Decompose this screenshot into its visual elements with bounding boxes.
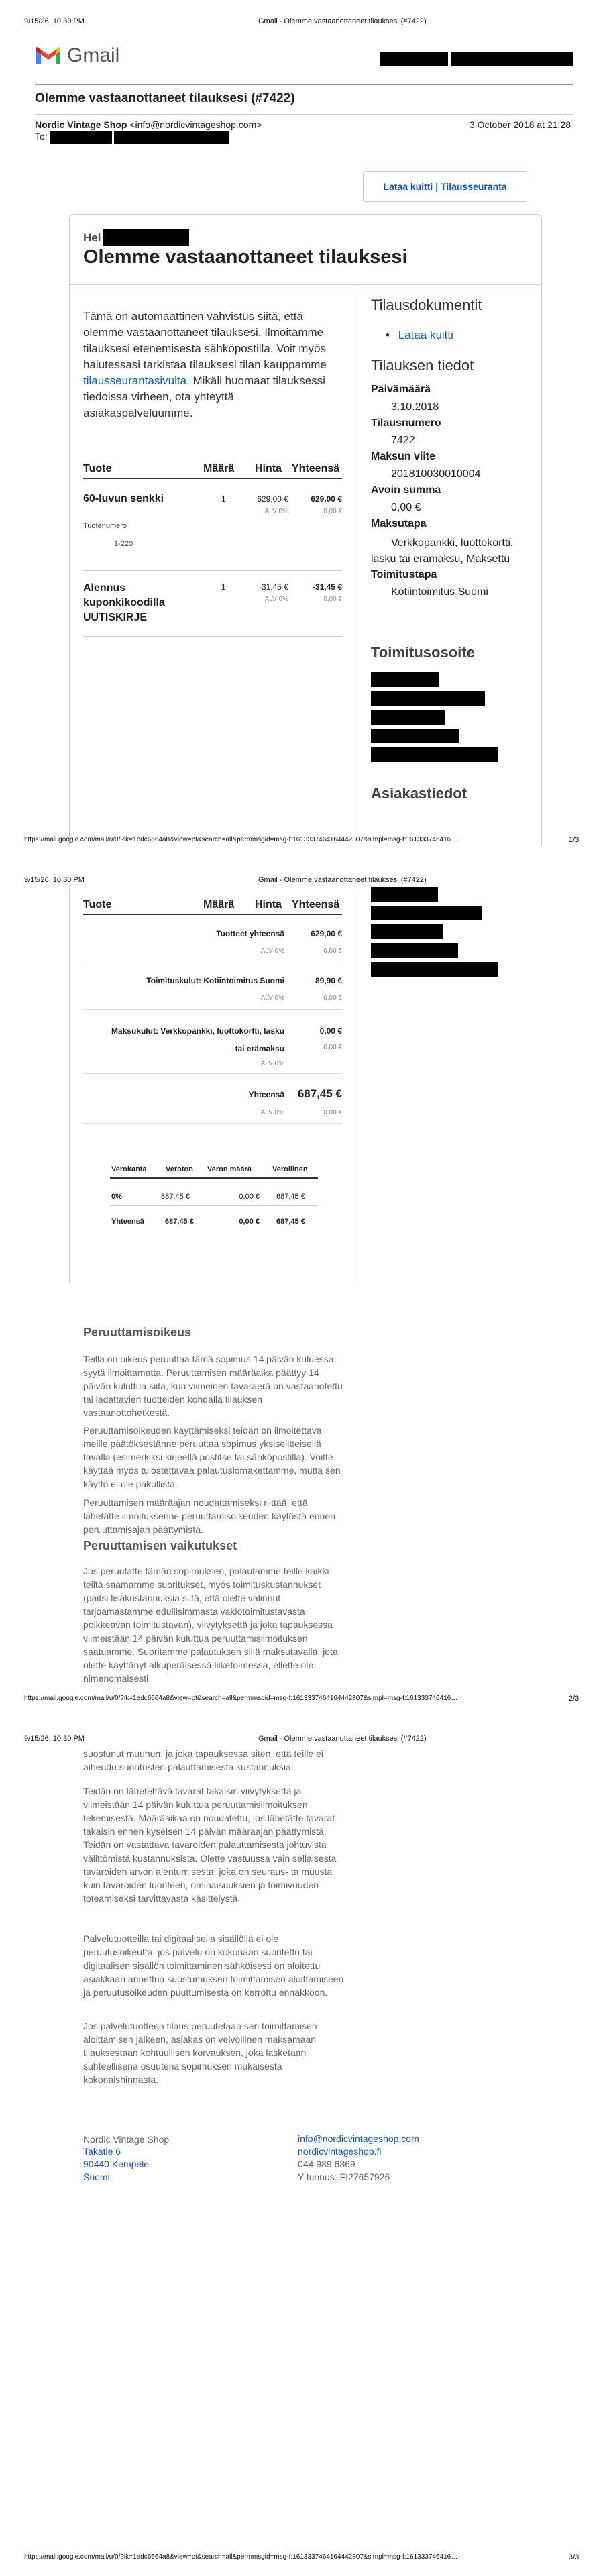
redacted-address-line [371,729,459,743]
field-date-value: 3.10.2018 [391,401,439,413]
col-header-product: Tuote [83,463,112,474]
payment-vat-label: ALV 0% [260,1060,284,1067]
shipping-vat-label: ALV 0% [260,994,284,1002]
redacted-customer-name [103,229,189,246]
field-delivery-value: Kotiintoimitus Suomi [391,586,488,598]
field-ref-label: Maksun viite [371,451,436,462]
field-order-no-label: Tilausnumero [371,417,441,429]
greeting: Hei [83,231,101,244]
redacted-recipient-name [50,131,112,144]
grand-vat-value: 0,00 € [323,1109,342,1116]
intro-text-1: Tämä on automaattinen vahvistus siitä, että olemme vastaanottaneet tilauksesi. Ilmoitamme tilauksesi etenemisestä sähköpostilla. Voit myös halutessasi tarkistaa tilauksesi tilan kauppamme [83,310,327,371]
redacted-billing-line [371,962,498,977]
withdrawal-paragraph: Jos peruutatte tämän sopimuksen, palautamme teille kaikki teiltä saamamme suoritukset, myös toimituskustannukset (paitsi lisäkustannuksia siitä, että olette valinnut tarjoamastamme edullisimmasta vakiotoimitustavasta poikkeavan toimitustavan), viivytyksettä ja joka tapauksessa viimeistään 14 päivän kuluttua peruuttamisilmoituksen saatuamme. Suoritamme palautuksen sillä maksutavalla, jota olette käyttänyt alkuperäisessä liiketoimessa, ellette ole nimenomaisesti [83,1566,338,1684]
bullet-icon: • [386,329,390,341]
col-header-qty: Määrä [203,899,235,910]
col-header-price: Hinta [255,899,282,910]
withdrawal-paragraph: Palvelutuotteilla tai digitaalisella sisällöllä ei ole peruutusoikeutta, jos palvelu on kokonaan suoritettu tai digitaalisen sisällön toimittaminen sähköisesti on aloitettu asiakkaan annettua suostumuksen toimittamisen aloittamiseen ja peruutusoikeuden puuttumisesta on kerrottu ennakkoon. [83,1933,344,1998]
print-url: https://mail.google.com/mail/u/0/?ik=1edc6664a8&view=pt&search=all&permmsgid=msg-f:1613337464164442807&simpl=msg-f:161333746416… [24,2553,458,2561]
print-datetime: 9/15/26, 10:30 PM [24,1735,85,1743]
footer-business-id: Y-tunnus: FI27657926 [298,2171,390,2182]
footer-street-link[interactable]: Takatie 6 [83,2146,121,2157]
withdrawal-paragraph: Teillä on oikeus peruuttaa tämä sopimus 14 päivän kuluessa syytä ilmoittamatta. Peruuttamisen määräaika päättyy 14 päivän kuluttua siitä, kun viimeinen tavaraerä on vastaanotettu tai ladattavien tuotteiden kohdalla tilauksen vastaanottohetkestä. [83,1354,343,1418]
card-heading: Olemme vastaanottaneet tilauksesi [83,246,408,268]
print-url: https://mail.google.com/mail/u/0/?ik=1edc6664a8&view=pt&search=all&permmsgid=msg-f:1613337464164442807&simpl=msg-f:161333746416… [24,1695,458,1702]
download-receipt-label: Lataa kuitti | Tilausseuranta [383,181,507,192]
vat-total-label: Yhteensä [111,1218,144,1226]
withdrawal-heading: Peruuttamisoikeus [83,1326,192,1339]
vat-row-divider [110,1205,318,1206]
redacted-billing-line [371,887,438,902]
redacted-billing-line [371,906,482,920]
row-divider [83,570,342,571]
delivery-address-heading: Toimitusosoite [371,644,475,661]
subtotal-label: Tuotteet yhteensä [216,929,284,938]
table-header-line [83,478,342,479]
subtotal-vat-value: 0,00 € [323,947,342,955]
redacted-address-line [371,691,485,706]
item-vat: ALV 0% [264,596,288,603]
vat-row-tax: 0,00 € [239,1193,260,1201]
item-qty: 1 [221,582,226,592]
grand-total-label: Yhteensä [248,1090,284,1099]
vat-row-net: 687,45 € [161,1193,190,1201]
subject-divider [35,114,573,115]
col-header-product: Tuote [83,899,112,910]
redacted-billing-line [371,924,443,939]
payment-fee-value: 0,00 € [319,1026,342,1036]
footer-country-link[interactable]: Suomi [83,2171,110,2182]
vat-total-gross: 687,45 € [276,1218,305,1226]
gmail-logo[interactable] [35,44,120,69]
item-total-vat: 0,00 € [323,508,342,515]
withdrawal-paragraph: Peruuttamisen määräajan noudattamiseksi riittää, että lähetätte ilmoituksenne peruuttamisoikeuden käytöstä ennen peruuttamisajan päättymistä. [83,1497,335,1535]
shipping-value: 89,90 € [315,976,342,985]
subtotal-vat-label: ALV 0% [260,947,284,955]
subtotal-value: 629,00 € [311,929,342,938]
field-date-label: Päivämäärä [371,384,431,395]
col-header-qty: Määrä [203,463,235,474]
item-name: 60-luvun senkki [83,493,164,504]
grand-total-value: 687,45 € [297,1087,342,1100]
download-receipt-button[interactable] [363,171,527,202]
header-divider [35,84,573,85]
footer-shop-name: Nordic Vintage Shop [83,2134,170,2145]
item-total-vat: 0,00 € [323,596,342,603]
card-header-divider [70,284,541,285]
to-label: To: [35,131,48,142]
item-price: -31,45 € [258,582,288,592]
shipping-label: Toimituskulut: Kotiintoimitus Suomi [146,976,284,985]
row-divider [83,636,342,637]
vat-col-gross: Verollinen [272,1165,308,1173]
print-page-number: 2/3 [569,1695,580,1703]
vat-row-gross: 687,45 € [276,1193,305,1201]
sku-label: Tuotenumero [83,522,127,530]
print-page-number: 1/3 [569,836,580,844]
withdrawal-paragraph: Jos palvelutuotteen tilaus peruutetaan sen toimittamisen aloittamisen jälkeen, asiakas on velvollinen maksamaan tilauksestaan kohtuullisen korvauksen, joka lasketaan suhteellisena osuutena sopimuksen mukaisesta kokonaishinnasta. [83,2021,317,2085]
withdrawal-paragraph: Teidän on lähetettävä tavarat takaisin viivytyksettä ja viimeistään 14 päivän kuluttua peruuttamisilmoituksen tekemisestä. Määräaikaa on noudatettu, jos lähetätte tavarat takaisin ennen kyseisen 14 päivän määräajan päättymistä. Teidän on vastattava tavaroiden palauttamisesta johtuvista välittömistä kustannuksista. Olette vastuussa vain sellaisesta tavaroiden arvon alentumisesta, joka on seuraus- ta muusta kuin tavaroiden luonteen, ominaisuuksien ja toimivuuden toteamiseksi tarvittavasta käsittelystä. [83,1786,337,1904]
email-subject: Olemme vastaanottaneet tilauksesi (#7422) [35,91,295,105]
gmail-wordmark: Gmail [67,44,120,66]
shipping-vat-value: 0,00 € [323,994,342,1002]
col-header-total: Yhteensä [292,899,340,910]
vat-total-net: 687,45 € [165,1218,194,1226]
card-left-border [69,887,70,1283]
item-qty: 1 [221,494,226,504]
sender-line [35,119,262,130]
payment-fee-label-1: Maksukulut: Verkkopankki, luottokortti, lasku [111,1026,284,1036]
print-title: Gmail - Olemme vastaanottaneet tilauksesi (#7422) [258,1735,427,1743]
field-payment-value: Verkkopankki, luottokortti, lasku tai erämaksu, Maksettu [371,537,514,565]
vat-header-line [110,1177,318,1179]
billing-heading: Asiakastiedot [371,785,467,802]
redacted-billing-line [371,943,458,958]
print-title: Gmail - Olemme vastaanottaneet tilauksesi (#7422) [258,17,427,25]
col-header-total: Yhteensä [292,463,340,474]
totals-divider [83,1009,342,1010]
redacted-address-line [371,747,498,762]
field-ref-value: 201810030010004 [391,468,481,480]
redacted-account-email [451,52,573,66]
footer-email-link[interactable]: info@nordicvintageshop.com [298,2133,419,2144]
redacted-address-line [371,672,439,687]
vat-total-tax: 0,00 € [239,1218,260,1226]
docs-heading: Tilausdokumentit [371,297,482,313]
totals-divider [83,1073,342,1074]
redacted-account-name [380,52,448,66]
field-payment-label: Maksutapa [371,518,427,529]
table-header-line [83,914,342,915]
footer-city-link[interactable]: 90440 Kempele [83,2159,150,2169]
redacted-address-line [371,710,445,724]
field-open-value: 0,00 € [391,502,421,513]
print-datetime: 9/15/26, 10:30 PM [24,17,85,25]
vat-row-rate: 0% [111,1193,122,1201]
print-page-number: 3/3 [569,2553,580,2561]
footer-phone: 044 989 6369 [298,2159,355,2169]
col-header-price: Hinta [255,463,282,474]
gmail-m-icon [35,46,62,66]
footer-site-link[interactable]: nordicvintageshop.fi [298,2146,382,2157]
intro-text [83,309,338,421]
payment-vat-value: 0,00 € [323,1044,342,1051]
order-tracking-link[interactable]: tilausseurantasivulta [83,374,187,387]
intro-text-2: . Mikäli huomaat tilauksessi tiedoissa virheen, ota yhteyttä asiakaspalveluumme. [83,374,325,419]
withdrawal-effects-heading: Peruuttamisen vaikutukset [83,1539,237,1552]
vat-col-net: Veroton [166,1165,193,1173]
print-url: https://mail.google.com/mail/u/0/?ik=1edc6664a8&view=pt&search=all&permmsgid=msg-f:1613337464164442807&simpl=msg-f:161333746416… [24,836,458,843]
grand-vat-label: ALV 0% [260,1109,284,1116]
email-date: 3 October 2018 at 21:28 [470,119,571,130]
field-order-no-value: 7422 [391,435,415,446]
item-total: -31,45 € [312,582,342,592]
field-delivery-label: Toimitustapa [371,569,437,580]
vat-col-tax: Veron määrä [207,1165,252,1173]
sku-value: 1-220 [114,540,133,548]
item-vat: ALV 0% [264,508,288,515]
print-title: Gmail - Olemme vastaanottaneet tilauksesi (#7422) [258,876,427,884]
item-total: 629,00 € [311,494,342,504]
info-heading: Tilauksen tiedot [371,357,474,374]
totals-divider [83,1123,342,1124]
withdrawal-paragraph: Peruuttamisoikeuden käyttämiseksi teidän on ilmoitettava meille päätöksestänne peruuttaa sopimus yksiselitteisellä tavalla (esimerkiksi kirjeellä postitse tai sähköpostilla). Voitte käyttää myös tulostettavaa palautuslomakettamme, mutta sen käyttö ei ole pakollista. [83,1425,341,1489]
item-price: 629,00 € [257,494,288,504]
vat-col-rate: Verokanta [111,1165,147,1173]
payment-fee-label-2: tai erämaksu [235,1044,284,1053]
download-receipt-link[interactable]: Lataa kuitti [398,329,453,341]
print-datetime: 9/15/26, 10:30 PM [24,876,85,884]
withdrawal-paragraph-continued: suostunut muuhun, ja joka tapauksessa siten, että teille ei aiheudu suoritusten palauttamisesta kustannuksia. [83,1748,323,1772]
item-name: Alennus kuponkikoodilla UUTISKIRJE [83,582,165,623]
sender-email[interactable]: <info@nordicvintageshop.com> [129,119,262,130]
redacted-recipient-email [114,131,229,144]
receipt-list-item [386,329,453,342]
field-open-label: Avoin summa [371,484,441,496]
sender-name: Nordic Vintage Shop [35,119,127,130]
